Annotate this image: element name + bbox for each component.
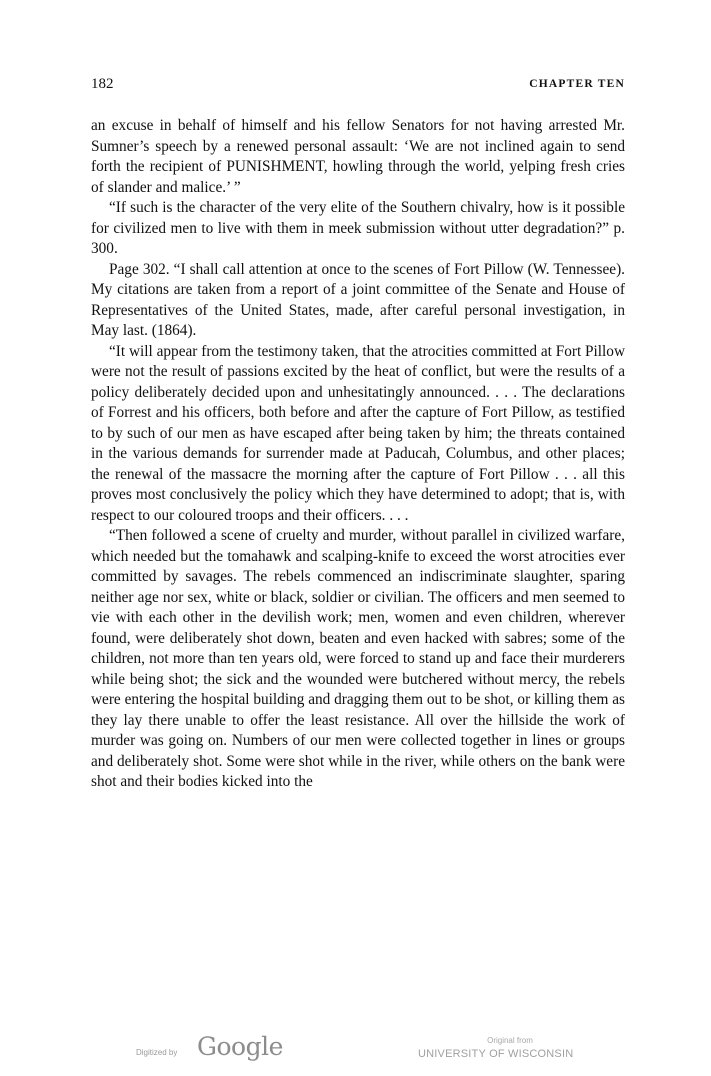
paragraph: an excuse in behalf of himself and his fellow Senators for not having arrested Mr. Sumner’s speech by a renewed personal assault: ‘We are not inclined again to send forth the recipient of PUNISHMENT, howling through the world, yelping fresh cries of slander and malice.’ ” [91,117,625,196]
university-label: UNIVERSITY OF WISCONSIN [418,1048,574,1060]
paragraph: “Then followed a scene of cruelty and murder, without parallel in civilized warfare, which needed but the tomahawk and scalping-knife to exceed the worst atrocities ever committed by savages. The rebels commenced an indiscriminate slaughter, sparing neither age nor sex, white or black, soldier or civilian. The officers and men seemed to vie with each other in the devilish work; men, women and even children, wherever found, were deliberately shot down, beaten and even hacked with sabres; some of the children, not more than ten years old, were forced to stand up and face their murderers while being shot; the sick and the wounded were butchered without mercy, the rebels were entering the hospital building and dragging them out to be shot, or killing them as they lay there unable to offer the least resistance. All over the hillside the work of murder was going on. Numbers of our men were collected together in lines or groups and deliberately shot. Some were shot while in the river, while others on the bank were shot and their bodies kicked into the [91,527,625,790]
paragraph: Page 302. “I shall call attention at once to the scenes of Fort Pillow (W. Tennessee). My citations are taken from a report of a joint committee of the Senate and House of Representatives of the United States, made, after careful personal investigation, in May last. (1864). [91,260,625,339]
paragraph: “It will appear from the testimony taken, that the atrocities committed at Fort Pillow were not the result of passions excited by the heat of conflict, but were the results of a policy deliberately decided upon and unhesitatingly announced. . . . The declarations of Forrest and his officers, both before and after the capture of Fort Pillow, as testified to by such of our men as have escaped after being taken by him; the threats contained in the various demands for surrender made at Paducah, Columbus, and other places; the renewal of the massacre the morning after the capture of Fort Pillow . . . all this proves most conclusively the policy which they have determined to adopt; that is, with respect to our coloured troops and their officers. . . . [91,342,625,524]
page-header [91,76,625,96]
page-number: 182 [91,76,114,92]
scan-footer [0,1030,711,1070]
digitized-by-label: Digitized by [136,1048,178,1057]
body-text [91,116,625,793]
running-head: CHAPTER TEN [529,78,625,90]
google-logo: Google [197,1032,283,1061]
original-from-label: Original from [487,1036,533,1045]
paragraph: “If such is the character of the very elite of the Southern chivalry, how is it possible for civilized men to live with them in meek submission without utter degradation?” p. 300. [91,199,625,257]
